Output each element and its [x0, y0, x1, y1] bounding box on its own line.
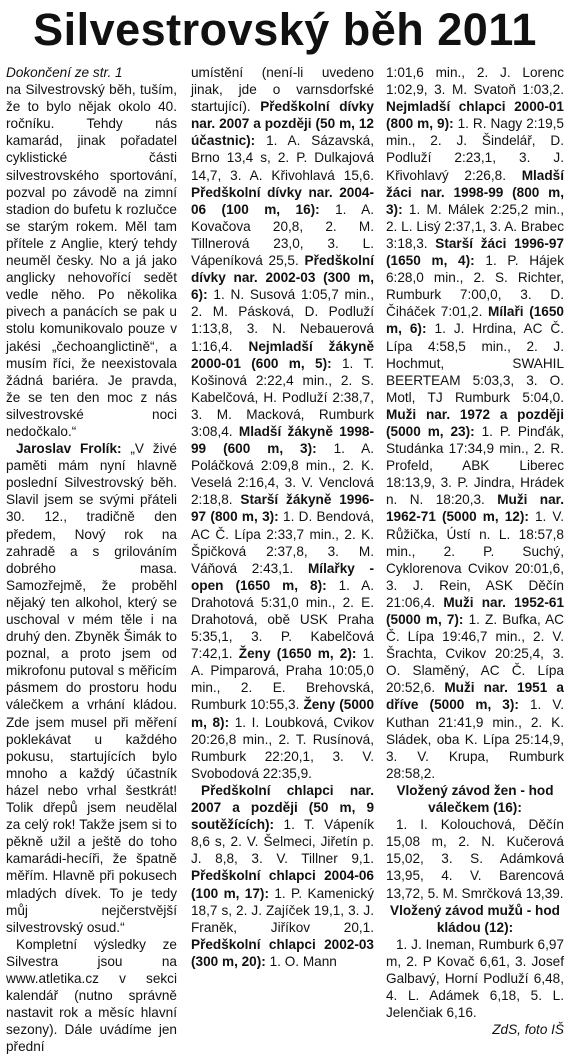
category-results: 1. R. Nagy 2:19,5 min., 2. J. Šindelář, D. Podluží 2:23,1, 3. J. Křivohlavý 2:26,8. [386, 116, 564, 183]
category-heading: Předškolní dívky nar. 2004-06 (100 m, 16): [191, 184, 374, 217]
column-3 [386, 64, 564, 1038]
results-paragraph [386, 64, 564, 782]
category-heading: Nejmladší chlapci 2000-01 (800 m, 9): [386, 99, 564, 132]
category-results: 1. A. Kovačova 20,8, 2. M. Tillnerová 23,0, 3. L. Vápeníková 25,5. [191, 201, 374, 269]
intro-text: umístění (není-li uvedeno jinak, jde o varnsdorfské startující). [191, 65, 374, 115]
article-paragraph: Kompletní výsledky ze Silvestra jsou na www.atletika.cz v sekci kalendář (nutno správně nastavit rok a měsíc hlavní sezony). Dále uvádíme jen přední [6, 936, 177, 1055]
results-paragraph: 1. I. Kolouchová, Děčín 15,08 m, 2. N. Kučerová 15,02, 3. S. Adámková 13,95, 4. V. Barencová 13,72, 5. M. Smrčková 13,39. [386, 817, 564, 901]
category-heading: Předškolní chlapci 2002-03 (300 m, 20): [191, 936, 374, 969]
section-heading: Vložený závod žen - hod válečkem (16): [396, 782, 554, 816]
category-heading: Muži nar. 1952-61 (5000 m, 7): [386, 594, 564, 627]
quote-text: „V živé paměti mám nyní hlavně poslední Silvestrovský běh. Slavil jsem se svými přáteli 30. 12., tradičně den předem, Nový rok na zahradě a s grilováním dobrého masa. Samozřejmě, že proběhl nějaký ten alkohol, který se uschoval v mém těle i na druhý den. Zbyněk Šimák to poznal, a proto jsem od mikrofonu putoval s měřicím pásmem do prostoru hodu válečkem a vrhání kládou. Zde jsem musel při měření poklekávat u každého pokusu, startujících bylo mnoho a každý účastník házel nebo vrhal šestkrát! Tolik dřepů jsem neudělal za celý rok! Takže jsem si to pěkně užil a ještě do toho kamarádi-hecíři, že špatně měřím. Hlavně při pokusech mladých dívek. To je tedy můj nejčerstvější silvestrovský osud.“ [6, 441, 177, 935]
category-heading: Ženy (5000 m, 8): [191, 697, 375, 730]
category-results: 1. Z. Bufka, AC Č. Lípa 19:46,7 min., 2. V. Šrachta, Cvikov 20:25,4, 3. O. Slaměný, AC Č. Lípa 20:52,6. [386, 612, 564, 696]
category-results: 1. N. Susová 1:05,7 min., 2. M. Pásková, D. Podluží 1:13,8, 3. N. Nebauerová 1:16,4. [191, 287, 374, 354]
category-heading: Předškolní chlapci 2004-06 (100 m, 17): [191, 868, 374, 901]
column-2 [191, 64, 374, 970]
category-results: 1. A. Drahotová 5:31,0 min., 2. E. Drahotová, obě USK Praha 5:35,1, 3. P. Kabelčová 7:42,1. [191, 577, 375, 662]
results-intro [191, 64, 374, 782]
results-paragraph: 1. J. Ineman, Rumburk 6,97 m, 2. P Kovač 6,61, 3. Josef Galbavý, Horní Podluží 6,48, 4. L. Adámek 6,18, 5. L. Jelenčiak 6,16. [386, 936, 564, 1021]
category-results: 1. V. Kuthan 21:41,9 min., 2. K. Sládek, oba K. Lípa 25:14,9, 3. V. Krupa, Rumburk 28:58,2. [386, 697, 564, 781]
category-results: 1. T. Košinová 2:22,4 min., 2. S. Kabelčová, H. Podluží 2:38,7, 3. M. Macková, Rumburk 3:08,4. [191, 355, 375, 439]
category-results: 1. I. Loubková, Cvikov 20:26,8 min., 2. T. Rusínová, Rumburk 22:20,1, 3. V. Svobodová 22:35,9. [191, 714, 374, 781]
speaker-name: Jaroslav Frolík: [16, 441, 122, 457]
category-heading: Předškolní dívky nar. 2007 a později (50 m, 12 účastnic): [191, 99, 374, 149]
category-results: 1. P. Kamenický 18,7 s, 2. J. Zajíček 19,1, 3. J. Franěk, Jiříkov 20,1. [191, 885, 374, 935]
article-paragraph: na Silvestrovský běh, tuším, že to bylo nějak okolo 40. ročníku. Tehdy nás kamarád, jinak pořadatel cyklistické části silvestrovského sportování, pozval po závodě na zimní stadion do bufetu k rozlučce se starým rokem. Měl tam přítele z Anglie, který tehdy neuměl česky. No a já jako anglicky nehovořící sedět vedle něho. Po několika pivech a panácích se pak u stolu komunikovalo pouze v jakési „čechoanglictině“, a musím říci, že neexistovala žádná bariéra. Je pravda, že se ten den moc z nás silvestrovské noci nedočkalo.“ [6, 82, 177, 439]
article-paragraph [6, 440, 177, 936]
category-results: 1. A. Sázavská, Brno 13,4 s, 2. P. Dulkajová 14,7, 3. A. Křivohlavá 15,6. [191, 133, 374, 183]
category-heading: Mílaři (1650 m, 6): [386, 304, 564, 337]
category-results: 1. J. Hrdina, AC Č. Lípa 4:58,5 min., 2. J. Hochmut, SWAHIL BEERTEAM 5:03,3, 3. O. Motl, TJ Rumburk 5:04,0. [386, 321, 565, 405]
category-heading: Mílařky - open (1650 m, 8): [191, 560, 375, 593]
category-heading: Muži nar. 1962-71 (5000 m, 12): [386, 492, 564, 525]
category-heading: Ženy (1650 m, 2): [238, 646, 357, 662]
category-results: 1:01,6 min., 2. J. Lorenc 1:02,9, 3. M. Svatoň 1:03,2. [386, 65, 564, 98]
category-results: 1. A. Poláčková 2:09,8 min., 2. K. Veselá 2:16,4, 3. V. Venclová 2:18,8. [191, 441, 375, 508]
category-results: 1. A. Pimparová, Praha 10:05,0 min., 2. E. Brehovská, Rumburk 10:55,3. [191, 646, 374, 713]
category-heading: Nejmladší žákyně 2000-01 (600 m, 5): [191, 338, 375, 371]
category-heading: Starší žáci 1996-97 (1650 m, 4): [386, 235, 564, 269]
author-signature: ZdS, foto IŠ [492, 1022, 564, 1038]
category-results: 1. P. Hájek 6:28,0 min., 2. S. Richter, Rumburk 7:00,0, 3. D. Čiháček 7:01,2. [386, 253, 564, 320]
category-results: 1. O. Mann [265, 953, 337, 969]
category-results: 1. T. Vápeník 8,6 s, 2. V. Šelmeci, Jiřetín p. J. 8,8, 3. V. Tillner 9,1. [191, 817, 374, 867]
results-paragraph [191, 782, 374, 970]
column-1 [6, 64, 177, 1055]
category-heading: Mladší žáci nar. 1998-99 (800 m, 3): [386, 167, 564, 217]
section-heading: Vložený závod mužů - hod kládou (12): [390, 902, 560, 935]
continued-note: Dokončení ze str. 1 [6, 65, 123, 80]
category-heading: Předškolní dívky nar. 2002-03 (300 m, 6): [191, 253, 375, 303]
category-heading: Muži nar. 1972 a později (5000 m, 23): [386, 406, 564, 439]
page-title: Silvestrovský běh 2011 [33, 4, 537, 55]
category-heading: Předškolní chlapci nar. 2007 a později (50 m, 9 soutěžících): [191, 782, 374, 833]
category-heading: Muži nar. 1951 a dříve (5000 m, 3): [386, 680, 564, 713]
category-results: 1. P. Pinďák, Studánka 17:34,9 min., 2. R. Profeld, ABK Liberec 18:13,9, 3. P. Jindra, Hrádek n. N. 18:20,3. [386, 423, 564, 508]
category-results: 1. M. Málek 2:25,2 min., 2. L. Lisý 2:37,1, 3. A. Brabec 3:18,3. [386, 201, 564, 251]
category-heading: Starší žákyně 1996-97 (800 m, 3): [191, 492, 374, 525]
category-results: 1. V. Růžička, Ústí n. L. 18:57,8 min., 2. P. Suchý, Cyklorenova Cvikov 20:01,6, 3. J. Rein, ASK Děčín 21:06,4. [386, 509, 564, 610]
category-results: 1. D. Bendová, AC Č. Lípa 2:33,7 min., 2. K. Špičková 2:37,8, 3. M. Váňová 2:43,1. [191, 509, 374, 576]
category-heading: Mladší žákyně 1998-99 (600 m, 3): [191, 423, 375, 457]
